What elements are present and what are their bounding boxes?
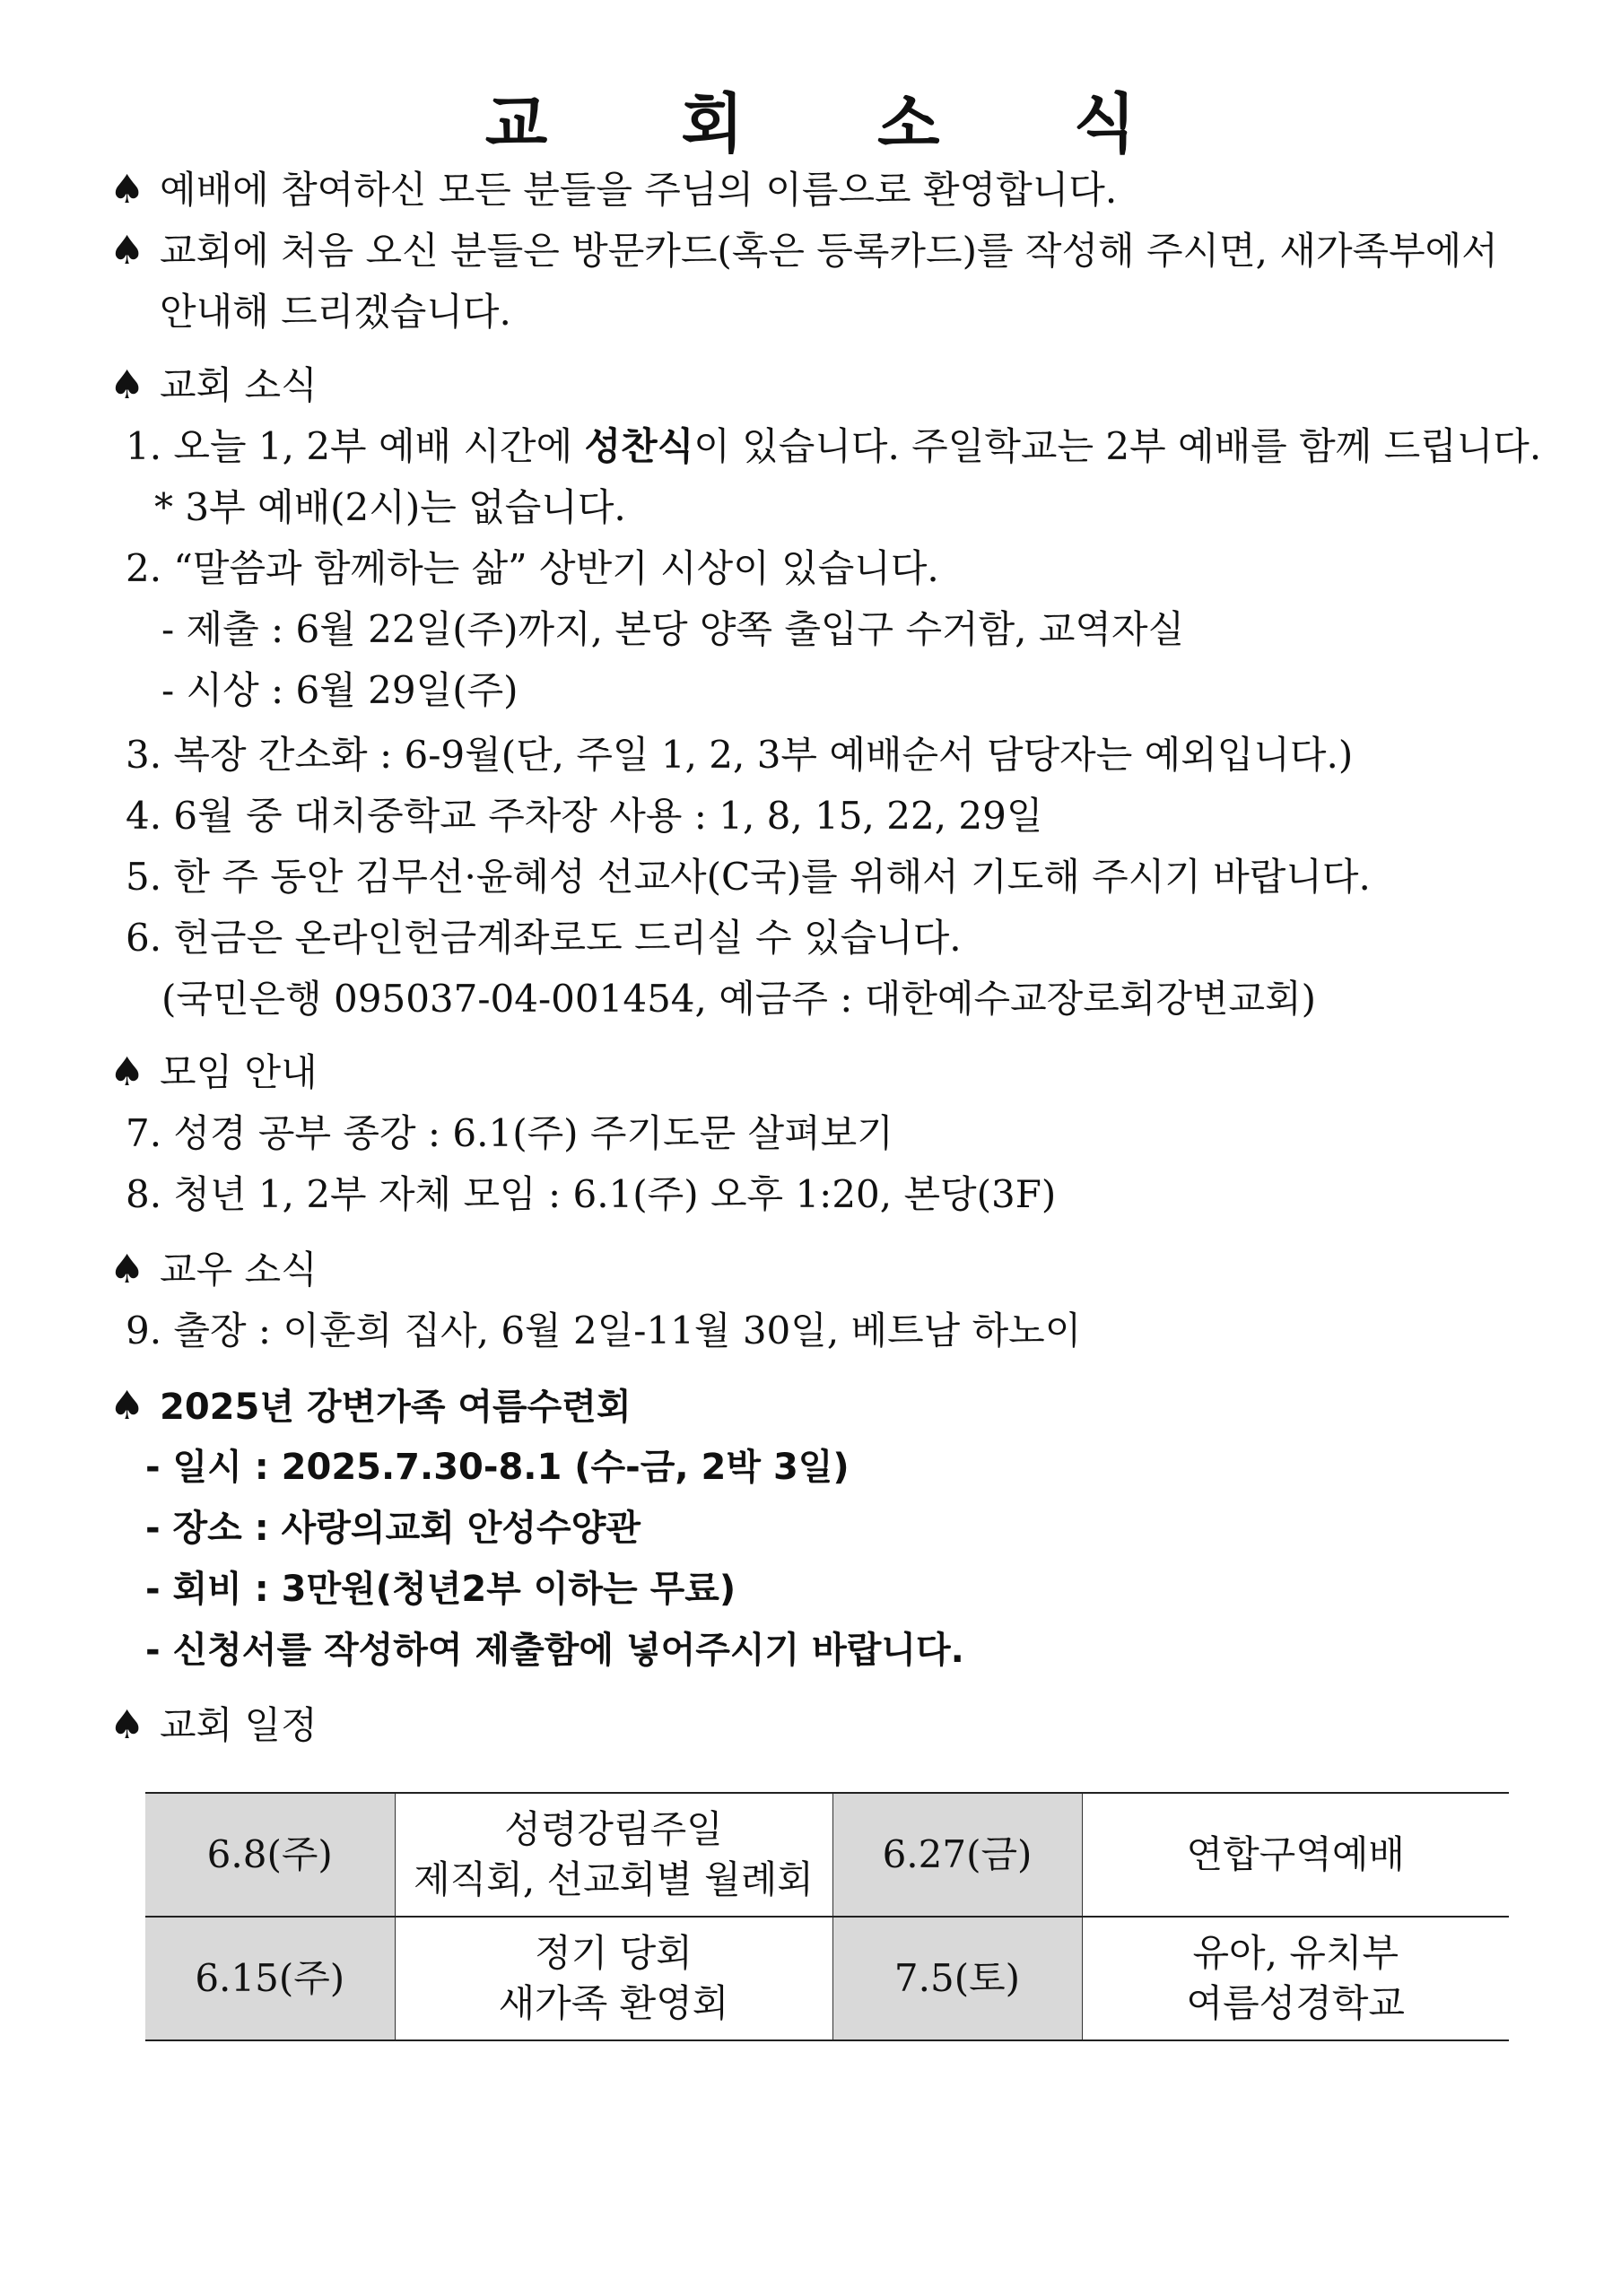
news-item-2-award: - 시상 : 6월 29일(주) (161, 668, 519, 712)
spade-icon: ♠ (109, 228, 145, 274)
schedule-date: 6.8(주) (145, 1793, 395, 1917)
schedule-date: 6.27(금) (832, 1793, 1082, 1917)
retreat-date: - 일시 : 2025.7.30-8.1 (수-금, 2박 3일) (145, 1447, 850, 1488)
news-item-2: 2. “말씀과 함께하는 삶” 상반기 시상이 있습니다. (126, 546, 939, 590)
schedule-date: 7.5(토) (832, 1917, 1082, 2040)
schedule-table (145, 1792, 1509, 2041)
table-row (145, 1917, 1509, 2040)
news-item-6-account: (국민은행 095037-04-001454, 예금주 : 대한예수교장로회강변교회) (161, 977, 1317, 1021)
news-item-1-note: * 3부 예배(2시)는 없습니다. (154, 485, 626, 529)
schedule-event: 성령강림주일 제직회, 선교회별 월례회 (395, 1793, 832, 1917)
intro-welcome: ♠ 예배에 참여하신 모든 분들을 주님의 이름으로 환영합니다. (109, 163, 1117, 217)
news-item-2-submit: - 제출 : 6월 22일(주)까지, 본당 양쪽 출입구 수거함, 교역자실 (161, 607, 1185, 651)
spade-icon: ♠ (109, 1702, 145, 1748)
section-heading-retreat: ♠ 2025년 강변가족 여름수련회 (109, 1379, 632, 1434)
intro-visitor-card-cont: 안내해 드리겠습니다. (160, 290, 511, 334)
news-item-4: 4. 6월 중 대치중학교 주차장 사용 : 1, 8, 15, 22, 29일 (126, 794, 1043, 838)
spade-icon: ♠ (109, 1247, 145, 1292)
meeting-item-8: 8. 청년 1, 2부 자체 모임 : 6.1(주) 오후 1:20, 본당(3F) (126, 1172, 1057, 1216)
schedule-event: 정기 당회 새가족 환영회 (395, 1917, 832, 2040)
spade-icon: ♠ (109, 1383, 145, 1429)
section-heading-church-news: ♠ 교회 소식 (109, 359, 318, 413)
meeting-item-7: 7. 성경 공부 종강 : 6.1(주) 주기도문 살펴보기 (126, 1111, 893, 1155)
news-item-1: 1. 오늘 1, 2부 예배 시간에 성찬식이 있습니다. 주일학교는 2부 예배를 함께 드립니다. (126, 424, 1542, 468)
section-heading-meetings: ♠ 모임 안내 (109, 1046, 318, 1100)
retreat-place: - 장소 : 사랑의교회 안성수양관 (145, 1508, 641, 1549)
schedule-event: 유아, 유치부 여름성경학교 (1082, 1917, 1509, 2040)
section-heading-schedule: ♠ 교회 일정 (109, 1699, 318, 1752)
spade-icon: ♠ (109, 167, 145, 213)
section-heading-member-news: ♠ 교우 소식 (109, 1243, 318, 1297)
member-item-9: 9. 출장 : 이훈희 집사, 6월 2일-11월 30일, 베트남 하노이 (126, 1309, 1082, 1352)
intro-visitor-card: ♠ 교회에 처음 오신 분들은 방문카드(혹은 등록카드)를 작성해 주시면, 새가족부에서 (109, 224, 1498, 278)
page-title: 교 회 소 식 (484, 86, 1192, 161)
spade-icon: ♠ (109, 362, 145, 408)
news-item-3: 3. 복장 간소화 : 6-9월(단, 주일 1, 2, 3부 예배순서 담당자는 예외입니다.) (126, 733, 1354, 777)
spade-icon: ♠ (109, 1049, 145, 1095)
schedule-date: 6.15(주) (145, 1917, 395, 2040)
news-item-5: 5. 한 주 동안 김무선·윤혜성 선교사(C국)를 위해서 기도해 주시기 바랍니다. (126, 855, 1371, 899)
communion-highlight: 성찬식 (584, 424, 694, 468)
retreat-fee: - 회비 : 3만원(청년2부 이하는 무료) (145, 1569, 736, 1610)
retreat-application: - 신청서를 작성하여 제출함에 넣어주시기 바랍니다. (145, 1630, 964, 1671)
schedule-event: 연합구역예배 (1082, 1793, 1509, 1917)
news-item-6: 6. 헌금은 온라인헌금계좌로도 드리실 수 있습니다. (126, 916, 962, 960)
table-row (145, 1793, 1509, 1917)
